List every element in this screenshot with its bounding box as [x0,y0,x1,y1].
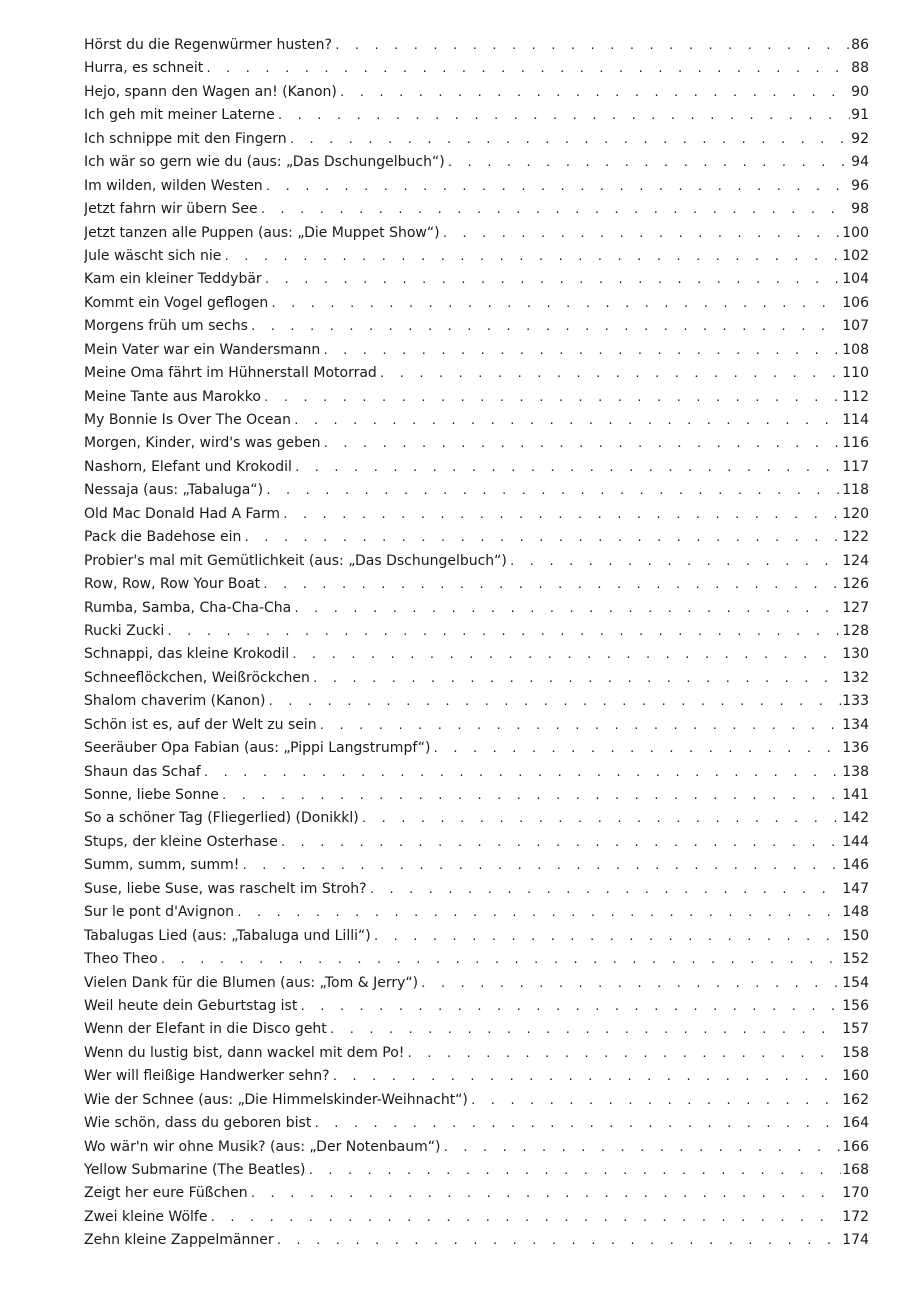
toc-entry-title: Zwei kleine Wölfe [84,1208,208,1225]
toc-entry [84,925,869,948]
toc-entry-page-number: 92 [851,130,869,147]
toc-entry [84,901,869,924]
toc-entry-page-number: 138 [842,763,869,780]
toc-entry-title: Morgen, Kinder, wird's was geben [84,435,321,452]
toc-entry-page-number: 136 [842,740,869,757]
toc-entry-page-number: 162 [842,1091,869,1108]
toc-entry-title: Jetzt fahrn wir übern See [84,201,258,218]
toc-entry-title: Mein Vater war ein Wandersmann [84,341,321,358]
toc-entry-title: Schneeflöckchen, Weißröckchen [84,669,310,686]
toc-entry-title: Rumba, Samba, Cha-Cha-Cha [84,599,292,616]
dot-leader [442,1136,841,1159]
toc-entry-page-number: 106 [842,294,869,311]
toc-entry-page-number: 154 [842,974,869,991]
dot-leader [406,1042,841,1065]
toc-entry-page-number: 102 [842,247,869,264]
toc-entry [84,526,869,549]
toc-entry-page-number: 86 [851,37,869,53]
toc-entry [84,409,869,432]
toc-entry-page-number: 157 [842,1021,869,1038]
toc-entry [84,1089,869,1112]
toc-entry-page-number: 147 [842,880,869,897]
toc-entry [84,573,869,596]
toc-entry-title: Pack die Badehose ein [84,529,242,546]
toc-entry [84,479,869,502]
toc-entry-page-number: 126 [842,576,869,593]
toc-entry [84,1065,869,1088]
toc-entry [84,1229,869,1252]
toc-entry [84,831,869,854]
dot-leader [289,128,851,151]
toc-entry [84,1042,869,1065]
toc-entry-page-number: 124 [842,552,869,569]
toc-entry [84,151,869,174]
toc-entry [84,784,869,807]
toc-entry-page-number: 142 [842,810,869,827]
toc-entry [84,1159,869,1182]
dot-leader [339,81,850,104]
dot-leader [263,386,841,409]
toc-entry-title: Jule wäscht sich nie [84,247,222,264]
toc-entry-page-number: 172 [842,1208,869,1225]
toc-entry [84,34,869,57]
dot-leader [329,1018,841,1041]
table-of-contents [84,34,869,1253]
dot-leader [334,34,850,57]
toc-entry-page-number: 150 [842,927,869,944]
toc-entry [84,620,869,643]
dot-leader [243,526,841,549]
toc-entry [84,737,869,760]
toc-entry-title: Kam ein kleiner Teddybär [84,271,262,288]
dot-leader [277,104,850,127]
toc-entry-page-number: 166 [842,1138,869,1155]
toc-entry [84,995,869,1018]
dot-leader [241,854,841,877]
toc-entry-page-number: 91 [851,107,869,124]
toc-entry [84,57,869,80]
toc-entry-page-number: 128 [842,622,869,639]
toc-entry-title: Wer will fleißige Handwerker sehn? [84,1068,330,1085]
toc-entry [84,245,869,268]
dot-leader [442,222,842,245]
dot-leader [276,1229,842,1252]
dot-leader [250,315,841,338]
toc-entry-title: Hurra, es schneit [84,60,204,77]
dot-leader [319,714,842,737]
toc-entry-page-number: 132 [842,669,869,686]
toc-entry-page-number: 94 [851,154,869,171]
toc-entry-title: So a schöner Tag (Fliegerlied) (Donikkl) [84,810,359,827]
toc-entry-title: Nashorn, Elefant und Krokodil [84,458,292,475]
toc-entry-title: Stups, der kleine Osterhase [84,833,278,850]
toc-entry-page-number: 117 [842,458,869,475]
toc-entry [84,386,869,409]
dot-leader [373,925,842,948]
toc-entry-page-number: 116 [842,435,869,452]
dot-leader [299,995,841,1018]
toc-entry-page-number: 107 [842,318,869,335]
toc-entry-title: Seeräuber Opa Fabian (aus: „Pippi Langstrumpf“) [84,740,431,757]
toc-entry-title: Summ, summ, summ! [84,857,240,874]
dot-leader [265,175,850,198]
toc-entry [84,362,869,385]
toc-entry-title: Row, Row, Row Your Boat [84,576,261,593]
dot-leader [312,667,841,690]
toc-entry-page-number: 110 [842,365,869,382]
toc-entry-title: Schnappi, das kleine Krokodil [84,646,290,663]
toc-entry-title: Hejo, spann den Wagen an! (Kanon) [84,83,337,100]
toc-entry-title: Rucki Zucki [84,622,165,639]
toc-entry-title: Im wilden, wilden Westen [84,177,263,194]
dot-leader [323,432,842,455]
toc-entry-title: Weil heute dein Geburtstag ist [84,997,298,1014]
toc-entry-title: Sonne, liebe Sonne [84,787,219,803]
toc-entry [84,1018,869,1041]
toc-entry-title: Zehn kleine Zappelmänner [84,1232,274,1249]
toc-entry-title: Meine Tante aus Marokko [84,388,261,405]
dot-leader [294,456,841,479]
dot-leader [291,643,841,666]
dot-leader [509,550,841,573]
dot-leader [308,1159,842,1182]
toc-entry-page-number: 152 [842,951,869,968]
toc-entry [84,456,869,479]
toc-entry-title: Shalom chaverim (Kanon) [84,693,266,710]
toc-entry-page-number: 100 [842,224,869,241]
dot-leader [280,831,842,854]
dot-leader [166,620,841,643]
toc-entry [84,128,869,151]
dot-leader [361,807,842,830]
toc-entry-page-number: 164 [842,1115,869,1132]
toc-entry-page-number: 114 [842,412,869,428]
toc-entry-title: Suse, liebe Suse, was raschelt im Stroh? [84,880,367,897]
dot-leader [369,878,842,901]
dot-leader [250,1182,842,1205]
toc-entry-title: Yellow Submarine (The Beatles) [84,1162,306,1178]
toc-entry [84,643,869,666]
toc-entry-title: Wie schön, dass du geboren bist [84,1115,312,1132]
dot-leader [322,339,841,362]
toc-entry-page-number: 108 [842,341,869,358]
toc-entry-title: Schön ist es, auf der Welt zu sein [84,716,317,733]
toc-entry-title: Wie der Schnee (aus: „Die Himmelskinder-Weihnacht“) [84,1091,468,1108]
toc-entry-title: Old Mac Donald Had A Farm [84,505,281,522]
dot-leader [205,57,850,80]
toc-entry-page-number: 90 [851,83,869,100]
toc-entry-title: My Bonnie Is Over The Ocean [84,412,291,428]
dot-leader [282,503,841,526]
toc-entry-page-number: 122 [842,529,869,546]
toc-entry [84,315,869,338]
toc-entry [84,432,869,455]
toc-entry [84,972,869,995]
toc-entry [84,807,869,830]
toc-entry-title: Kommt ein Vogel geflogen [84,294,269,311]
toc-entry-title: Wenn du lustig bist, dann wackel mit dem Po! [84,1044,405,1061]
toc-entry-page-number: 174 [842,1232,869,1249]
toc-entry-page-number: 120 [842,505,869,522]
dot-leader [432,737,841,760]
toc-entry-title: Zeigt her eure Füßchen [84,1185,248,1202]
toc-entry-page-number: 98 [851,201,869,218]
toc-entry-title: Wo wär'n wir ohne Musik? (aus: „Der Notenbaum“) [84,1138,441,1155]
dot-leader [260,198,851,221]
toc-entry-page-number: 127 [842,599,869,616]
toc-entry [84,550,869,573]
toc-entry-page-number: 170 [842,1185,869,1202]
toc-entry-page-number: 144 [842,833,869,850]
toc-entry [84,690,869,713]
toc-entry-page-number: 96 [851,177,869,194]
toc-entry [84,878,869,901]
toc-entry-page-number: 146 [842,857,869,874]
toc-entry-title: Nessaja (aus: „Tabaluga“) [84,482,264,499]
toc-entry-page-number: 133 [842,693,869,710]
toc-entry [84,948,869,971]
toc-entry-title: Wenn der Elefant in die Disco geht [84,1021,327,1038]
toc-entry-title: Sur le pont d'Avignon [84,904,235,921]
dot-leader [420,972,841,995]
dot-leader [447,151,850,174]
toc-entry [84,339,869,362]
toc-entry-page-number: 88 [851,60,869,77]
dot-leader [270,292,841,315]
toc-entry [84,503,869,526]
dot-leader [262,573,841,596]
dot-leader [264,268,842,291]
toc-entry-page-number: 104 [842,271,869,288]
toc-entry [84,854,869,877]
dot-leader [293,597,841,620]
toc-entry-title: Ich wär so gern wie du (aus: „Das Dschungelbuch“) [84,154,445,171]
dot-leader [313,1112,841,1135]
dot-leader [160,948,842,971]
toc-entry [84,1182,869,1205]
dot-leader [236,901,841,924]
toc-entry [84,597,869,620]
toc-entry-title: Shaun das Schaf [84,763,201,780]
toc-entry-page-number: 158 [842,1044,869,1061]
dot-leader [265,479,841,502]
toc-entry [84,714,869,737]
toc-entry [84,198,869,221]
toc-entry-title: Tabalugas Lied (aus: „Tabaluga und Lilli“) [84,927,371,944]
dot-leader [223,245,841,268]
toc-entry-title: Hörst du die Regenwürmer husten? [84,37,332,53]
toc-entry-page-number: 156 [842,997,869,1014]
dot-leader [332,1065,842,1088]
toc-entry-title: Jetzt tanzen alle Puppen (aus: „Die Muppet Show“) [84,224,440,241]
dot-leader [267,690,841,713]
toc-entry [84,104,869,127]
dot-leader [293,409,841,432]
toc-entry [84,268,869,291]
toc-entry-title: Theo Theo [84,951,158,968]
toc-entry-page-number: 168 [842,1162,869,1178]
toc-entry-title: Morgens früh um sechs [84,318,248,335]
toc-entry-page-number: 141 [842,787,869,803]
toc-entry [84,761,869,784]
dot-leader [379,362,841,385]
toc-entry-page-number: 160 [842,1068,869,1085]
dot-leader [209,1206,841,1229]
toc-entry [84,667,869,690]
toc-entry-page-number: 112 [842,388,869,405]
toc-entry [84,1206,869,1229]
toc-entry-title: Meine Oma fährt im Hühnerstall Motorrad [84,365,377,382]
toc-entry [84,81,869,104]
dot-leader [470,1089,841,1112]
toc-entry-page-number: 134 [842,716,869,733]
toc-entry [84,1136,869,1159]
toc-entry [84,175,869,198]
dot-leader [221,784,841,807]
toc-entry [84,1112,869,1135]
toc-entry-title: Ich geh mit meiner Laterne [84,107,275,124]
toc-entry-page-number: 118 [842,482,869,499]
dot-leader [203,761,842,784]
toc-entry-page-number: 130 [842,646,869,663]
toc-entry-title: Vielen Dank für die Blumen (aus: „Tom & Jerry“) [84,974,419,991]
toc-entry [84,292,869,315]
toc-entry-page-number: 148 [842,904,869,921]
toc-entry-title: Ich schnippe mit den Fingern [84,130,287,147]
toc-entry [84,222,869,245]
toc-entry-title: Probier's mal mit Gemütlichkeit (aus: „Das Dschungelbuch“) [84,552,507,569]
